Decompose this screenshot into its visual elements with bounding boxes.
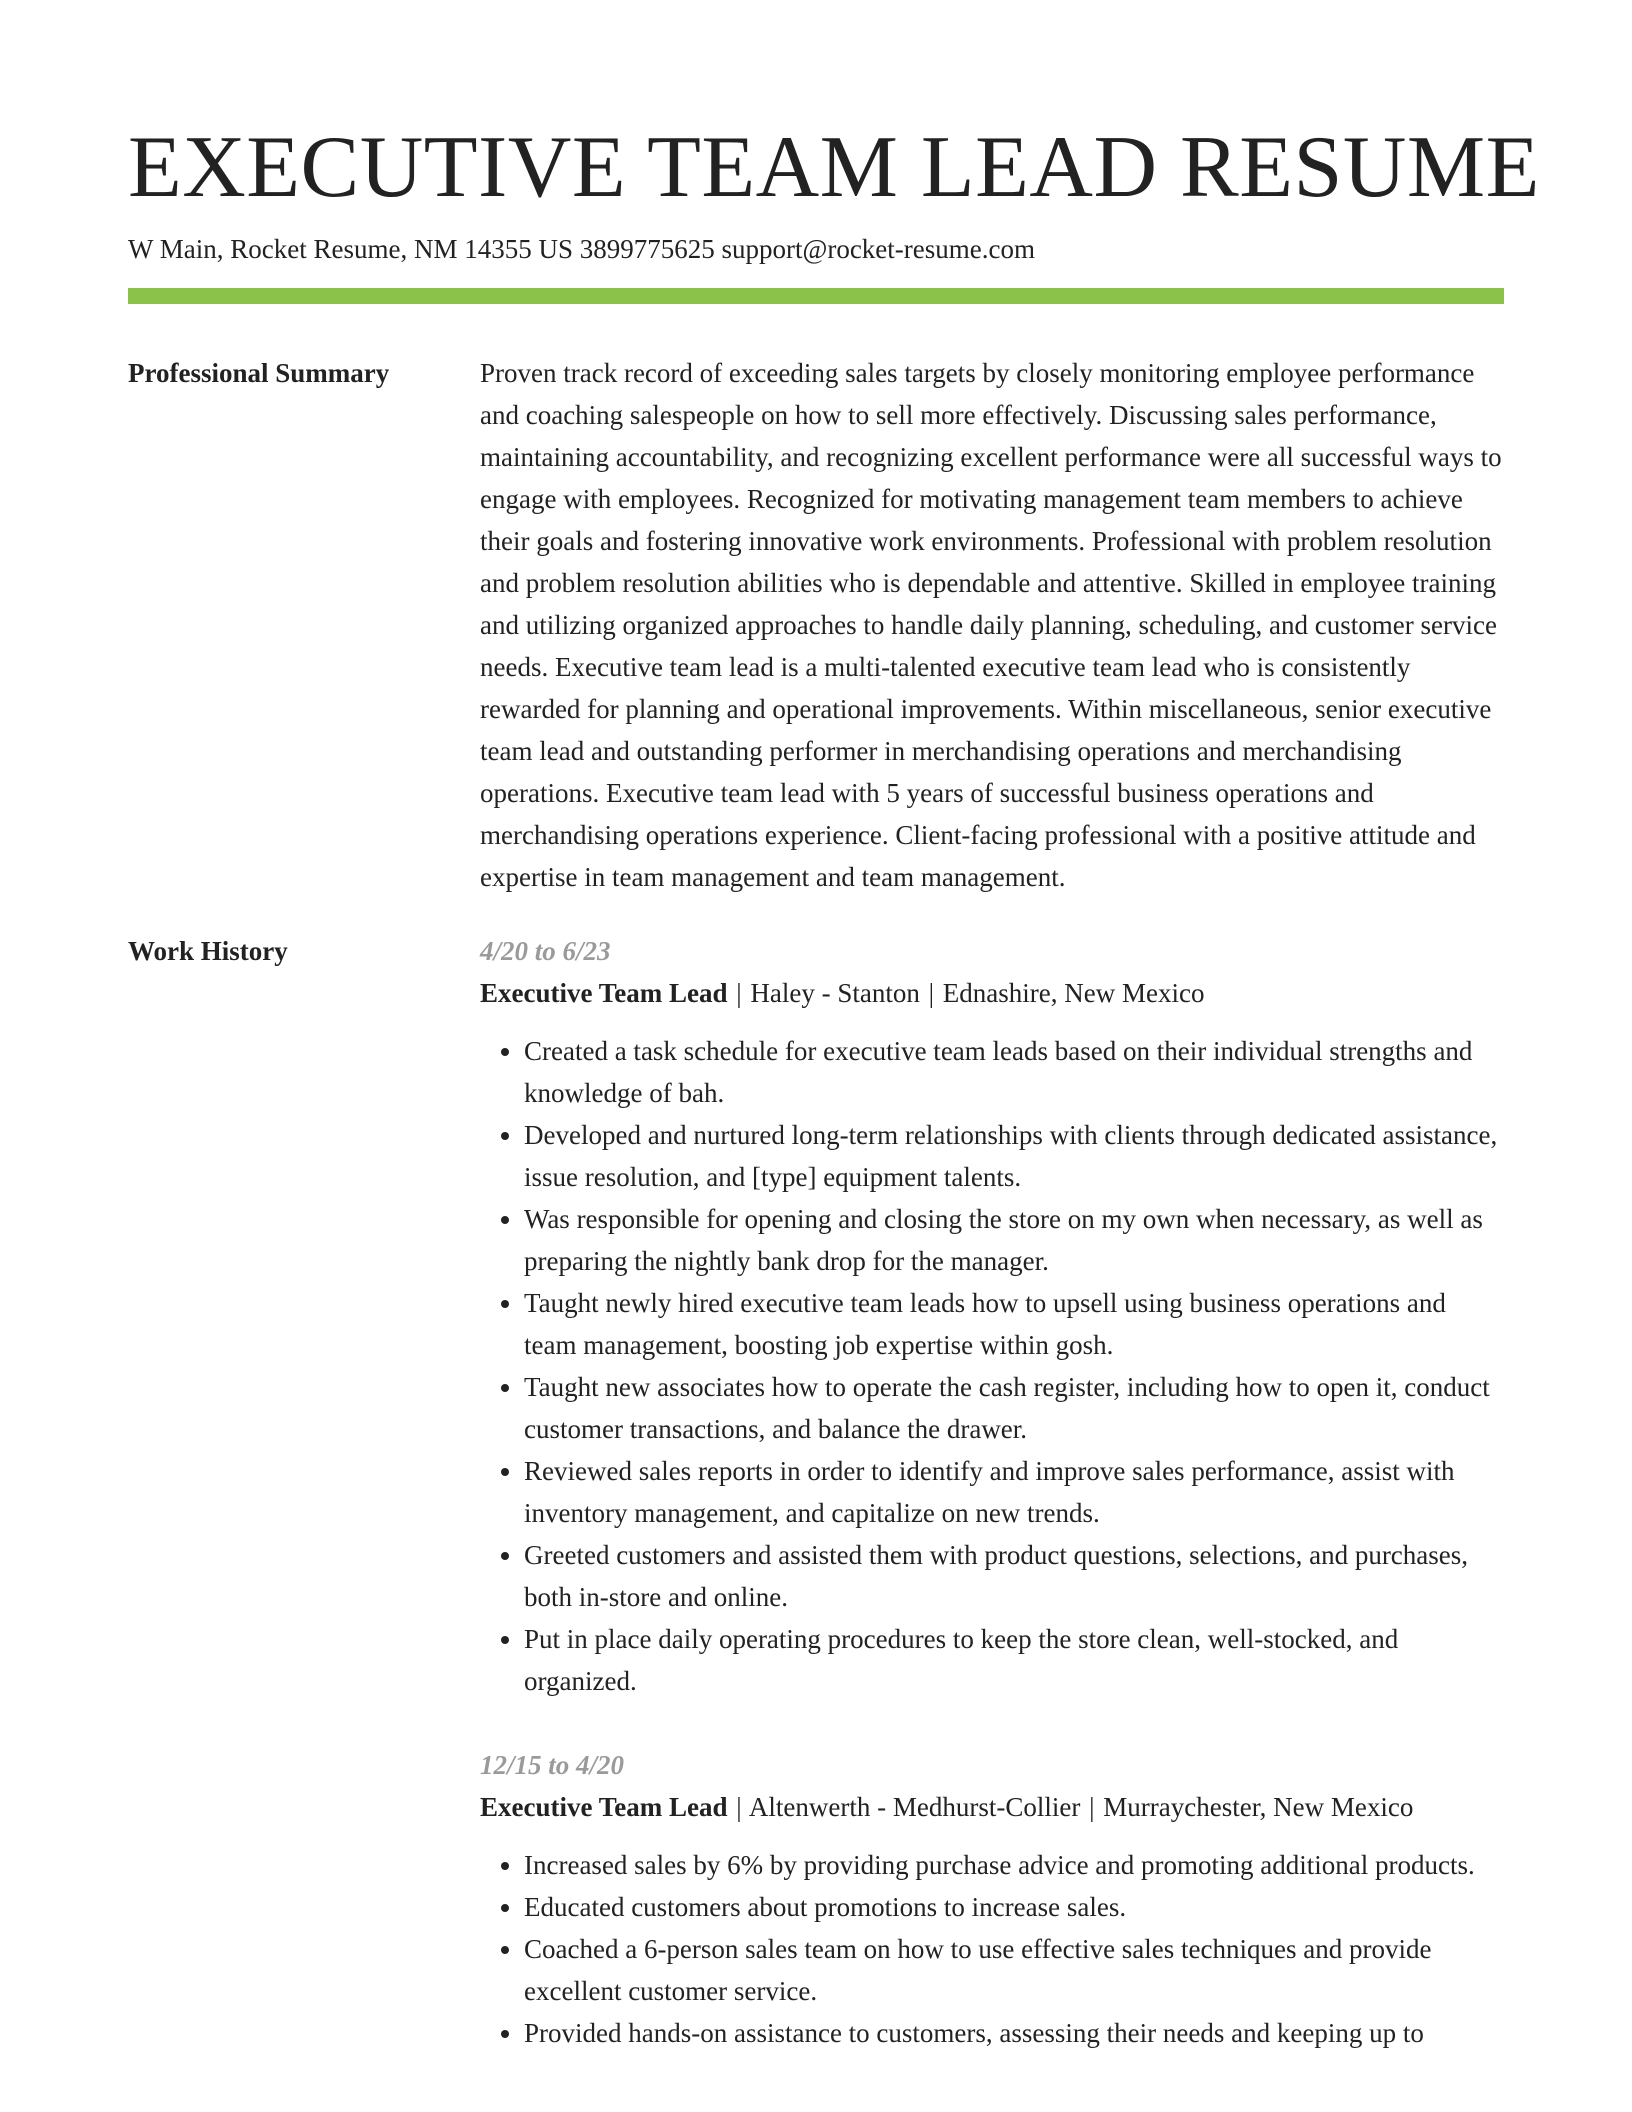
job-title: Executive Team Lead <box>480 1792 728 1822</box>
job-bullet: • Taught newly hired executive team leads how to upsell using business operations and team management, boosting job expertise within gosh. <box>524 1282 1504 1366</box>
job-bullet: • Created a task schedule for executive team leads based on their individual strengths and knowledge of bah. <box>524 1030 1504 1114</box>
job-bullet: • Educated customers about promotions to increase sales. <box>524 1886 1504 1928</box>
job-separator: | <box>1089 1792 1095 1822</box>
section-label-summary: Professional Summary <box>128 358 390 388</box>
summary-text: Proven track record of exceeding sales targets by closely monitoring employee performance and coaching salespeople on how to sell more effectively. Discussing sales performance, maintaining accountability, and recognizing excellent performance were all successful ways to engage with employees. Recognized for motivating management team members to achieve their goals and fostering innovative work environments. Professional with problem resolution and problem resolution abilities who is dependable and attentive. Skilled in employee training and utilizing organized approaches to handle daily planning, scheduling, and customer service needs. Executive team lead is a multi-talented executive team lead who is consistently rewarded for planning and operational improvements. Within miscellaneous, senior executive team lead and outstanding performer in merchandising operations and merchandising operations. Executive team lead with 5 years of successful business operations and merchandising operations experience. Client-facing professional with a positive attitude and expertise in team management and team management. <box>480 358 1502 892</box>
job-bullet: • Was responsible for opening and closing the store on my own when necessary, as well as preparing the nightly bank drop for the manager. <box>524 1198 1504 1282</box>
job-bullet: • Taught new associates how to operate the cash register, including how to open it, conduct customer transactions, and balance the drawer. <box>524 1366 1504 1450</box>
job-separator: | <box>736 978 742 1008</box>
professional-summary-section <box>128 352 1504 898</box>
job-bullet-list <box>480 1030 1504 1702</box>
job-heading <box>480 972 1504 1014</box>
job-dates: 4/20 to 6/23 <box>480 936 611 966</box>
job-location: Ednashire, New Mexico <box>942 978 1205 1008</box>
job-bullet: • Increased sales by 6% by providing purchase advice and promoting additional products. <box>524 1844 1504 1886</box>
accent-divider <box>128 288 1504 304</box>
resume-title: EXECUTIVE TEAM LEAD RESUME <box>128 119 1540 216</box>
contact-line: W Main, Rocket Resume, NM 14355 US 3899775625 support@rocket-resume.com <box>128 234 1035 264</box>
job-heading <box>480 1786 1504 1828</box>
job-location: Murraychester, New Mexico <box>1103 1792 1414 1822</box>
job-company: Haley - Stanton <box>750 978 920 1008</box>
job-bullet: • Developed and nurtured long-term relationships with clients through dedicated assistance, issue resolution, and [type] equipment talents. <box>524 1114 1504 1198</box>
job-bullet-list <box>480 1844 1504 2054</box>
job-bullet: • Put in place daily operating procedures to keep the store clean, well-stocked, and organized. <box>524 1618 1504 1702</box>
job-bullet: • Coached a 6-person sales team on how to use effective sales techniques and provide excellent customer service. <box>524 1928 1504 2012</box>
job-bullet: • Greeted customers and assisted them with product questions, selections, and purchases, both in-store and online. <box>524 1534 1504 1618</box>
job-bullet: • Provided hands-on assistance to customers, assessing their needs and keeping up to <box>524 2012 1504 2054</box>
work-history-section <box>128 930 1504 2096</box>
section-label-work-history: Work History <box>128 936 288 966</box>
job-title: Executive Team Lead <box>480 978 728 1008</box>
resume-page <box>128 0 1540 2096</box>
work-history-body <box>480 930 1504 2096</box>
job-entry <box>480 1744 1504 2054</box>
job-bullet: • Reviewed sales reports in order to identify and improve sales performance, assist with inventory management, and capitalize on new trends. <box>524 1450 1504 1534</box>
job-dates: 12/15 to 4/20 <box>480 1750 625 1780</box>
job-company: Altenwerth - Medhurst-Collier <box>748 1792 1081 1822</box>
summary-body <box>480 352 1504 898</box>
job-separator: | <box>736 1792 742 1822</box>
job-separator: | <box>928 978 935 1008</box>
job-entry <box>480 930 1504 1702</box>
